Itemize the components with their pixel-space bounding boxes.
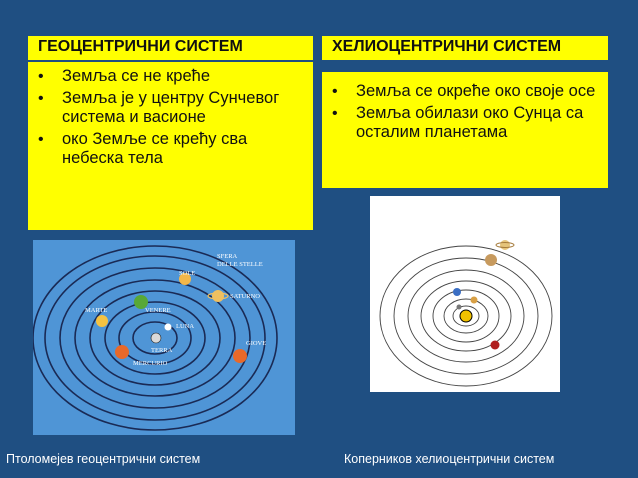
jupiter-icon: [233, 349, 247, 363]
geocentric-bullet-list: [36, 67, 307, 169]
bullet-item: • Земља се не креће: [38, 67, 211, 85]
mercury-icon: [457, 305, 462, 310]
bullet-item: • Земља је у центру Сунчевог система и васионе: [38, 88, 280, 126]
label-sole: SOLE: [179, 270, 196, 277]
jupiter-icon: [485, 254, 497, 266]
heliocentric-bullet-box: [322, 72, 608, 188]
ptolemaic-system-image: [33, 240, 295, 435]
label-mercurio: MERCURIO: [133, 360, 168, 367]
label-venere: VENERE: [145, 307, 171, 314]
saturn-icon: [212, 290, 224, 302]
bullet-text: Земља је у центру Сунчевог система и васионе: [62, 88, 280, 126]
sun-icon: [460, 310, 472, 322]
bullet-text: око Земље се крећу сва небеска тела: [62, 129, 248, 167]
geocentric-bullet-box: [28, 62, 313, 230]
label-terra: TERRA: [151, 347, 173, 354]
mars-icon: [96, 315, 108, 327]
sun-icon: [115, 345, 129, 359]
heliocentric-bullet-list: [330, 82, 602, 143]
copernicus-caption: Коперников хелиоцентрични систем: [344, 452, 555, 466]
moon-icon: [165, 324, 172, 331]
bullet-text: Земља обилази око Сунца са осталим планетама: [356, 103, 584, 141]
venus-icon: [471, 297, 478, 304]
label-sfera: SFERA: [217, 253, 238, 260]
copernican-system-image: [370, 196, 560, 392]
label-marte: MARTE: [85, 307, 108, 314]
bullet-text: Земља се не креће: [62, 67, 211, 85]
bullet-item: • Земља се окреће око своје осе: [332, 82, 596, 100]
mars-icon: [491, 341, 500, 350]
saturn-icon: [500, 240, 510, 250]
label-giove: GIOVE: [246, 340, 267, 347]
earth-icon: [151, 333, 161, 343]
earth-icon: [453, 288, 461, 296]
ptolemy-caption: Птоломејев геоцентрични систем: [6, 452, 201, 466]
label-luna: LUNA: [176, 323, 195, 330]
geocentric-heading: ГЕОЦЕНТРИЧНИ СИСТЕМ: [28, 36, 313, 60]
heliocentric-heading: ХЕЛИОЦЕНТРИЧНИ СИСТЕМ: [322, 36, 608, 60]
bullet-item: • Земља обилази око Сунца са осталим планетама: [332, 103, 584, 141]
bullet-text: Земља се окреће око своје осе: [356, 82, 596, 100]
bullet-item: • око Земље се крећу сва небеска тела: [38, 129, 248, 167]
label-stelle: DELLE STELLE: [217, 261, 263, 268]
label-saturno: SATURNO: [230, 293, 260, 300]
